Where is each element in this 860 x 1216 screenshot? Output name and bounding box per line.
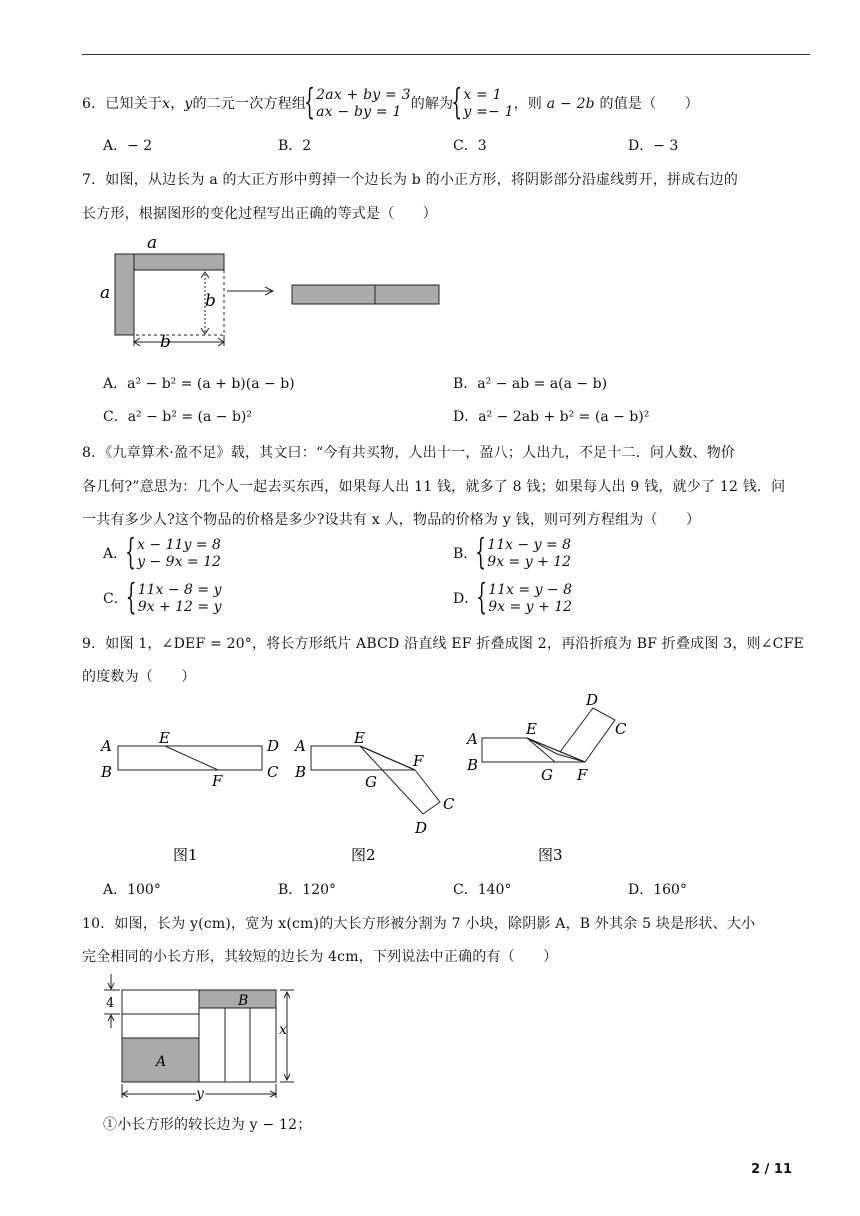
q9-caption-2: 图2 (351, 846, 376, 864)
svg-text:D: D (267, 737, 280, 755)
svg-text:D: D (415, 819, 428, 837)
q7-label-a-left: a (100, 283, 111, 303)
q6-option-b: B．2 (278, 138, 312, 154)
q8-option-c: C． { 11x − 8 = y 9x + 12 = y (103, 582, 222, 616)
q10-stem-line2: 完全相同的小长方形，其较短的边长为 4cm，下列说法中正确的有（ ） (82, 949, 558, 965)
svg-text:E: E (354, 729, 365, 747)
svg-text:A: A (467, 730, 478, 748)
q7-shaded-top-strip (134, 254, 224, 270)
q9-option-b: B．120° (278, 882, 337, 898)
q7-label-a-top: a (147, 233, 158, 253)
svg-text:C: C (267, 763, 279, 781)
svg-text:y: y (196, 1086, 204, 1102)
svg-text:B: B (295, 763, 307, 781)
q8-stem-line2: 各几何?”意思为：几个人一起去买东西，如果每人出 11 钱，就多了 8 钱；如果每人出 9 钱，就少了 12 钱．问 (82, 479, 786, 495)
q8-option-a: A． { x − 11y = 8 y − 9x = 12 (103, 537, 221, 571)
svg-text:4: 4 (106, 996, 115, 1011)
q9-option-a: A．100° (103, 882, 161, 898)
svg-text:F: F (212, 772, 223, 790)
q6-option-d: D．− 3 (628, 138, 679, 154)
q7-option-b: B．a² − ab = a(a − b) (453, 376, 608, 392)
q7-label-b-bottom: b (160, 332, 171, 352)
q6-option-a: A．− 2 (103, 138, 153, 154)
q9-stem-line2: 的度数为（ ） (82, 669, 196, 685)
svg-text:E: E (159, 729, 170, 747)
q8-stem-line3: 一共有多少人?这个物品的价格是多少?设共有 x 人，物品的价格为 y 钱，则可列方程组为（ ） (82, 512, 701, 528)
svg-text:x: x (279, 1022, 287, 1038)
q7-result-rectangle (292, 285, 439, 304)
q7-option-d: D．a² − 2ab + b² = (a − b)² (453, 409, 650, 425)
svg-text:B: B (238, 993, 249, 1009)
q7-stem-line2: 长方形，根据图形的变化过程写出正确的等式是（ ） (82, 206, 437, 222)
svg-text:G: G (365, 773, 377, 791)
q9-option-d: D．160° (628, 882, 687, 898)
q8-option-d: D． { 11x = y − 8 9x = y + 12 (453, 582, 572, 616)
q6-equation-system: { 2ax + by = 3 ax − by = 1 (306, 87, 411, 121)
svg-text:C: C (443, 795, 455, 813)
page-number: 2 / 11 (751, 1162, 792, 1177)
q9-figure-2 (293, 729, 455, 864)
q10-item-1: ①小长方形的较长边为 y − 12； (103, 1117, 312, 1133)
q10-stem-line1: 10．如图，长为 y(cm)，宽为 x(cm)的大长方形被分割为 7 小块，除阴影 A，B 外其余 5 块是形状、大小 (82, 916, 756, 932)
svg-text:G: G (541, 766, 553, 784)
q9-option-c: C．140° (453, 882, 512, 898)
svg-text:A: A (295, 737, 306, 755)
svg-text:F: F (577, 766, 588, 784)
q6-option-c: C．3 (453, 138, 487, 154)
svg-text:C: C (615, 720, 627, 738)
svg-text:A: A (101, 737, 112, 755)
svg-text:B: B (101, 763, 113, 781)
q7-option-a: A．a² − b² = (a + b)(a − b) (103, 376, 295, 392)
q9-stem-line1: 9．如图 1，∠DEF = 20°，将长方形纸片 ABCD 沿直线 EF 折叠成图 2，再沿折痕为 BF 折叠成图 3，则∠CFE (82, 636, 804, 652)
q7-figure (95, 232, 455, 357)
svg-text:B: B (467, 756, 479, 774)
q8-option-b: B． { 11x − y = 8 9x = y + 12 (453, 537, 571, 571)
q7-option-c: C．a² − b² = (a − b)² (103, 409, 252, 425)
q9-figure-1 (99, 729, 279, 864)
q7-label-b-right: b (205, 291, 216, 311)
q8-stem-line1: 8．《九章算术·盈不足》载，其文曰：“今有共买物，人出十一，盈八；人出九，不足十二．问人数、物价 (82, 445, 736, 461)
svg-text:A: A (156, 1054, 167, 1070)
q9-figure-3 (465, 691, 627, 864)
q6-solution-system: { x = 1 y =− 1 (453, 87, 513, 121)
q6-stem: 6．已知关于x，y的二元一次方程组 { 2ax + by = 3 ax − by = 1 的解为 { x = 1 y =− 1 ，则 a − 2b 的值是（ ） (82, 87, 699, 121)
q9-caption-1: 图1 (173, 846, 198, 864)
svg-text:D: D (586, 691, 599, 709)
header-rule (82, 54, 810, 55)
q7-shaded-left-strip (115, 254, 134, 335)
svg-text:E: E (526, 720, 537, 738)
svg-text:F: F (413, 752, 424, 770)
q9-figures (95, 690, 655, 870)
q9-caption-3: 图3 (538, 846, 563, 864)
q10-figure (98, 972, 338, 1112)
q7-stem-line1: 7．如图，从边长为 a 的大正方形中剪掉一个边长为 b 的小正方形，将阴影部分沿虚线剪开，拼成右边的 (82, 172, 739, 188)
